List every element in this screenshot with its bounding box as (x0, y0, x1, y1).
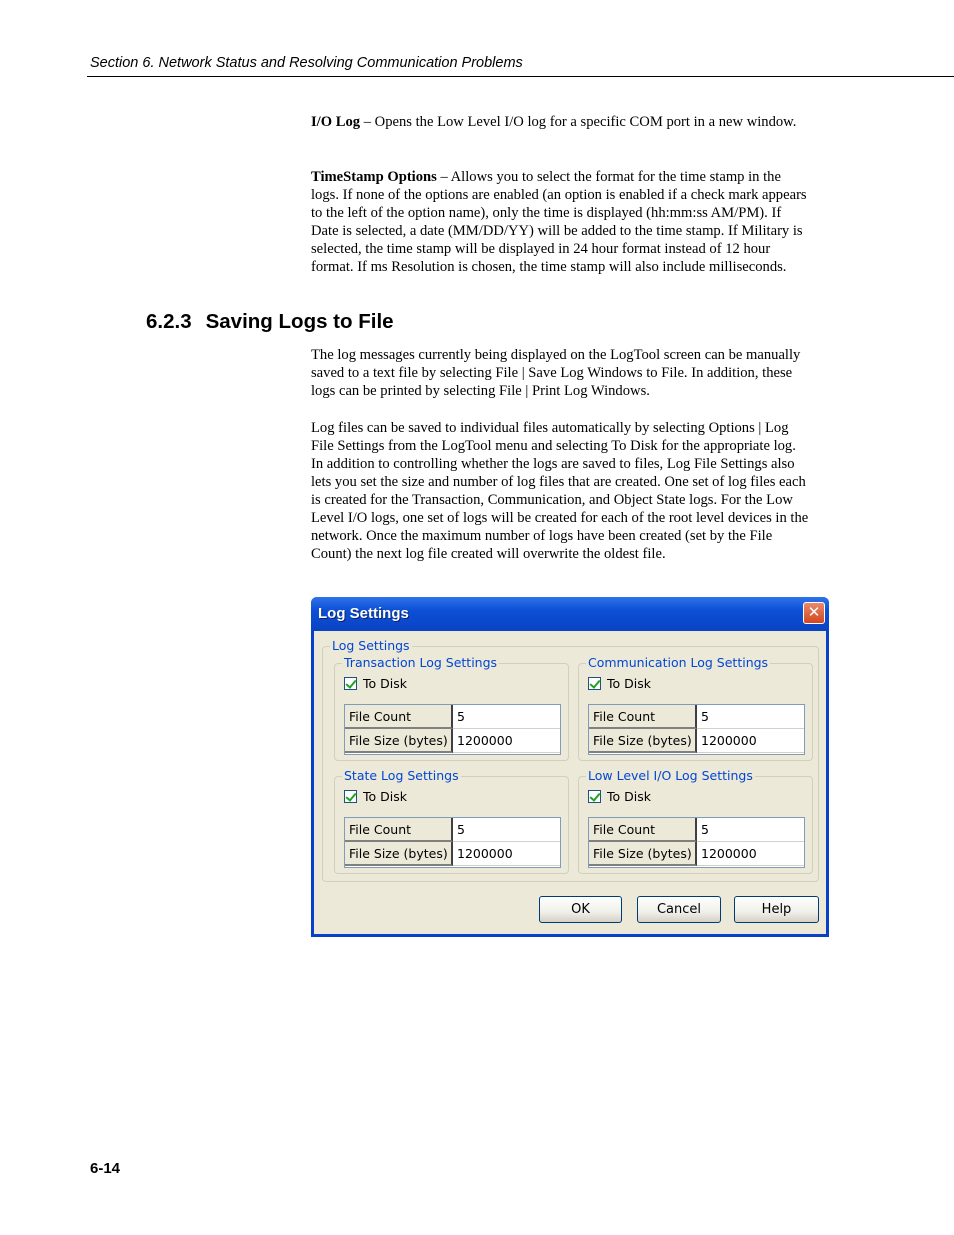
header-rule (87, 76, 954, 77)
transaction-file-count-label: File Count (345, 705, 453, 729)
help-button[interactable]: Help (734, 896, 819, 923)
log-settings-group-label: Log Settings (332, 638, 410, 653)
io-to-disk[interactable] (588, 789, 651, 804)
communication-file-size-field[interactable]: 1200000 (701, 733, 757, 748)
state-to-disk[interactable] (344, 789, 407, 804)
dialog-title: Log Settings (318, 605, 409, 622)
state-file-size-label: File Size (bytes) (345, 842, 453, 866)
state-to-disk-checkbox[interactable] (344, 790, 357, 803)
log-settings-group (322, 638, 819, 882)
table-row (589, 818, 804, 842)
timestamp-text: – Allows you to select the format for the time stamp in the logs. If none of the options are enabled (an option is enabled if a check mark appears to the left of the option name), only the time is displayed (hh:mm:ss AM/PM). If Date is selected, a date (MM/DD/YY) will be added to the time stamp. If Military is selected, the time stamp will be displayed in 24 hour format instead of 12 hour format. If ms Resolution is chosen, the time stamp will also include milliseconds. (311, 169, 807, 275)
saving-paragraph-2: Log files can be saved to individual files automatically by selecting Options | Log File Settings from the LogTool menu and selecting To Disk for the appropriate log. In addition to controlling whether the logs are saved to files, Log File Settings also lets you set the size and number of log files that are created. One set of log files each is created for the Transaction, Communication, and Object State logs. For the Low Level I/O logs, one set of logs will be created for each of the root level devices in the network. Once the maximum number of logs have been created (set by the File Count) the next log file created will overwrite the oldest file. (311, 420, 809, 562)
io-log-text: – Opens the Low Level I/O log for a specific COM port in a new window. (360, 114, 797, 130)
io-file-count-field[interactable]: 5 (701, 822, 709, 837)
state-settings-grid (344, 817, 561, 868)
cancel-button[interactable]: Cancel (637, 896, 721, 923)
io-file-size-label: File Size (bytes) (589, 842, 697, 866)
io-log-paragraph (311, 113, 811, 131)
timestamp-paragraph (311, 168, 811, 276)
table-row (589, 705, 804, 729)
transaction-to-disk-checkbox[interactable] (344, 677, 357, 690)
communication-file-count-field[interactable]: 5 (701, 709, 709, 724)
communication-to-disk-checkbox[interactable] (588, 677, 601, 690)
io-log-term: I/O Log (311, 114, 361, 130)
io-file-count-label: File Count (589, 818, 697, 842)
io-file-size-field[interactable]: 1200000 (701, 846, 757, 861)
running-header: Section 6. Network Status and Resolving Communication Problems (90, 55, 523, 71)
dialog-client-area (314, 631, 826, 934)
communication-to-disk-label: To Disk (607, 676, 651, 691)
dialog-button-bar (314, 896, 826, 924)
table-row (589, 729, 804, 753)
io-to-disk-label: To Disk (607, 789, 651, 804)
saving-paragraph-1: The log messages currently being displayed on the LogTool screen can be manually saved to a text file by selecting File | Save Log Windows to File. In addition, these logs can be printed by selecting File | Print Log Windows. (311, 347, 801, 399)
transaction-file-count-field[interactable]: 5 (457, 709, 465, 724)
page-number: 6-14 (90, 1160, 121, 1177)
state-file-count-field[interactable]: 5 (457, 822, 465, 837)
state-log-group-label: State Log Settings (344, 768, 459, 783)
io-log-group-label: Low Level I/O Log Settings (588, 768, 753, 783)
communication-log-group (578, 655, 813, 761)
timestamp-term: TimeStamp Options (311, 169, 437, 185)
dialog-title-bar[interactable] (311, 597, 829, 631)
communication-log-group-label: Communication Log Settings (588, 655, 769, 670)
state-file-size-field[interactable]: 1200000 (457, 846, 513, 861)
section-number: 6.2.3 (146, 310, 192, 333)
state-log-group (334, 768, 569, 874)
close-icon[interactable]: ✕ (803, 602, 825, 624)
io-settings-grid (588, 817, 805, 868)
transaction-file-size-field[interactable]: 1200000 (457, 733, 513, 748)
table-row (345, 705, 560, 729)
transaction-settings-grid (344, 704, 561, 755)
communication-file-count-label: File Count (589, 705, 697, 729)
state-file-count-label: File Count (345, 818, 453, 842)
transaction-log-group (334, 655, 569, 761)
table-row (589, 842, 804, 866)
transaction-log-group-label: Transaction Log Settings (344, 655, 498, 670)
log-settings-dialog (311, 597, 829, 937)
communication-to-disk[interactable] (588, 676, 651, 691)
transaction-to-disk[interactable] (344, 676, 407, 691)
section-title: Saving Logs to File (205, 310, 394, 333)
communication-settings-grid (588, 704, 805, 755)
transaction-to-disk-label: To Disk (363, 676, 407, 691)
section-heading (146, 310, 394, 334)
ok-button[interactable]: OK (539, 896, 622, 923)
transaction-file-size-label: File Size (bytes) (345, 729, 453, 753)
table-row (345, 818, 560, 842)
table-row (345, 842, 560, 866)
io-to-disk-checkbox[interactable] (588, 790, 601, 803)
state-to-disk-label: To Disk (363, 789, 407, 804)
communication-file-size-label: File Size (bytes) (589, 729, 697, 753)
io-log-group (578, 768, 813, 874)
table-row (345, 729, 560, 753)
